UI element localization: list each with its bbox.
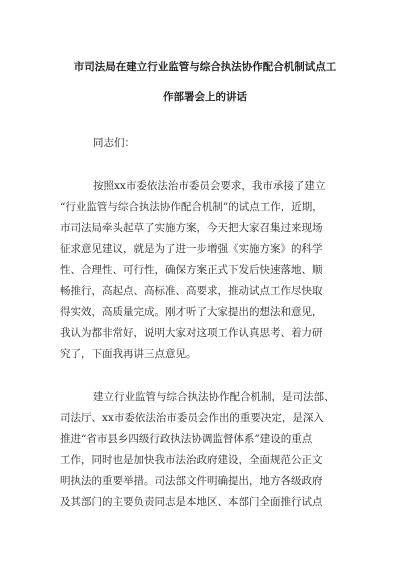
paragraph-2-line: 司法厅、xx市委依法治市委员会作出的重要决定，是深入 [60,412,324,424]
paragraph-1-line: 畅推行，高起点、高标准、高要求，推动试点工作尽快取 [60,285,323,297]
paragraph-1-line: “行业监管与综合执法协作配合机制”的试点工作，近期， [60,201,323,213]
paragraph-2-line: 工作，同时也是加快我市法治政府建设，全面规范公正文 [60,454,323,466]
paragraph-2-line: 推进“省市县乡四级行政执法协调监督体系”建设的重点 [60,433,313,445]
paragraph-1-line: 市司法局牵头起草了实施方案，今天把大家召集过来现场 [60,222,323,234]
paragraph-1-line: 我认为都非常好，说明大家对这项工作认真思考、着力研 [60,327,323,339]
greeting: 同志们： [93,137,135,149]
paragraph-2-line: 建立行业监管与综合执法协作配合机制，是司法部、 [93,391,335,403]
paragraph-2-line: 及其部门的主要负责同志是本地区、本部门全面推行试点 [60,496,323,508]
paragraph-2-line: 明执法的重要举措。司法部文件明确提出，地方各级政府 [60,475,323,487]
paragraph-1-line: 性、合理性、可行性，确保方案正式下发后快速落地、顺 [60,264,323,276]
document-title-line-1: 市司法局在建立行业监管与综合执法协作配合机制试点工 [73,61,337,73]
document-title-line-2: 作部署会上的讲话 [163,91,247,103]
paragraph-1-line: 究了，下面我再讲三点意见。 [60,348,197,360]
paragraph-1-line: 按照xx市委依法治市委员会要求，我市承接了建立 [93,180,326,192]
paragraph-1-line: 得实效，高质量完成。刚才听了大家提出的想法和意见， [60,306,323,318]
paragraph-1-line: 征求意见建议，就是为了进一步增强《实施方案》的科学 [60,243,323,255]
